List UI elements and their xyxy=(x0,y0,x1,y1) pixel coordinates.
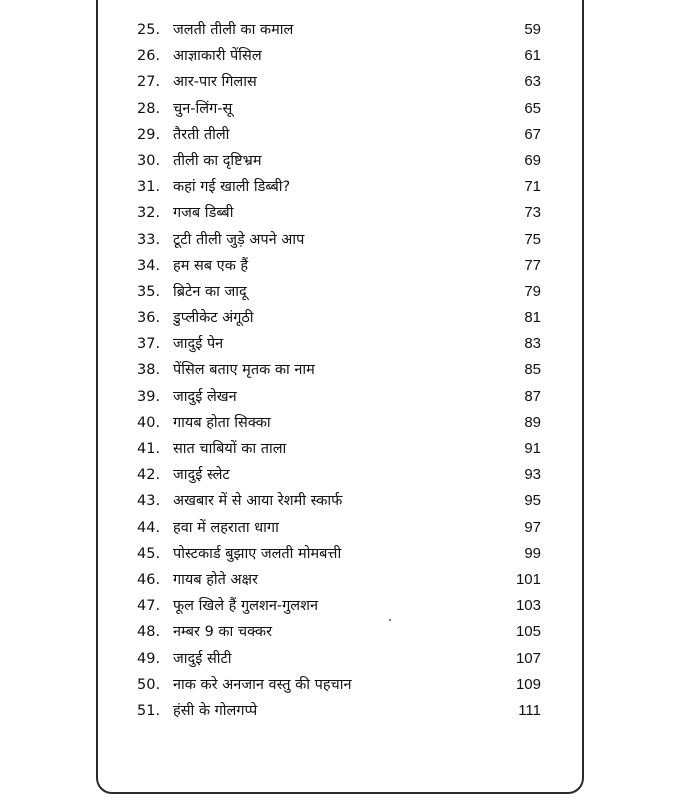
entry-page-number: 93 xyxy=(524,466,541,484)
entry-page-number: 103 xyxy=(515,597,541,615)
entry-title: गायब होता सिक्का xyxy=(173,414,271,431)
entry-title: हंसी के गोलगप्पे xyxy=(173,702,258,719)
entry-page-number: 71 xyxy=(524,178,541,196)
toc-entry-10 xyxy=(137,253,541,279)
entry-page-number: 83 xyxy=(524,335,541,353)
toc-entry-14 xyxy=(137,357,541,383)
entry-title: ब्रिटेन का जादू xyxy=(173,283,247,300)
entry-title: गायब होते अक्षर xyxy=(173,571,258,588)
entry-title: सात चाबियों का ताला xyxy=(173,441,287,457)
toc-entry-4 xyxy=(137,96,541,122)
entry-page-number: 77 xyxy=(524,256,541,274)
entry-page-number: 99 xyxy=(524,544,541,562)
entry-page-number: 63 xyxy=(524,73,541,91)
toc-entry-17 xyxy=(137,436,541,462)
toc-entry-12 xyxy=(137,305,541,331)
entry-page-number: 109 xyxy=(515,675,541,693)
entry-title: जादुई स्लेट xyxy=(173,467,230,484)
entry-page-number: 67 xyxy=(524,125,541,143)
entry-number: 46. xyxy=(137,571,161,588)
entry-title: जादुई लेखन xyxy=(173,388,237,405)
entry-number: 37. xyxy=(137,336,161,353)
entry-page-number: 81 xyxy=(524,309,541,327)
toc-entry-5 xyxy=(137,122,541,148)
entry-number: 34. xyxy=(137,257,161,274)
toc-entry-3 xyxy=(137,69,541,95)
toc-entry-24 xyxy=(137,619,541,645)
toc-entry-20 xyxy=(137,515,541,541)
entry-page-number: 101 xyxy=(515,570,541,588)
entry-number: 42. xyxy=(137,467,161,484)
toc-entry-18 xyxy=(137,462,541,488)
entry-number: 30. xyxy=(137,152,161,169)
entry-number: 35. xyxy=(137,283,161,300)
entry-page-number: 89 xyxy=(524,413,541,431)
entry-page-number: 65 xyxy=(524,99,541,117)
entry-number: 48. xyxy=(137,624,161,641)
entry-number: 38. xyxy=(137,362,161,379)
entry-title: नम्बर 9 का चक्कर xyxy=(173,624,273,641)
entry-page-number: 87 xyxy=(524,387,541,405)
entry-title: हम सब एक हैं xyxy=(173,257,249,274)
toc-entry-21 xyxy=(137,541,541,567)
entry-number: 40. xyxy=(137,414,161,431)
entry-page-number: 91 xyxy=(524,440,541,457)
entry-title: डुप्लीकेट अंगूठी xyxy=(173,310,254,327)
entry-title: गजब डिब्बी xyxy=(173,205,234,222)
entry-title: पोस्टकार्ड बुझाए जलती मोमबत्ती xyxy=(173,545,342,562)
entry-number: 36. xyxy=(137,310,161,327)
toc-entry-11 xyxy=(137,279,541,305)
entry-number: 33. xyxy=(137,231,161,248)
toc-entry-15 xyxy=(137,384,541,410)
entry-title: जलती तीली का कमाल xyxy=(173,22,294,38)
entry-number: 29. xyxy=(137,126,161,143)
entry-title: पेंसिल बताए मृतक का नाम xyxy=(173,362,315,379)
entry-title: जादुई सीटी xyxy=(173,650,232,667)
entry-number: 31. xyxy=(137,179,161,196)
entry-number: 51. xyxy=(137,702,161,719)
entry-number: 47. xyxy=(137,598,161,615)
entry-number: 26. xyxy=(137,48,161,65)
toc-entry-22 xyxy=(137,567,541,593)
toc-entry-8 xyxy=(137,200,541,226)
entry-number: 28. xyxy=(137,100,161,117)
entry-number: 41. xyxy=(137,441,161,457)
toc-entry-26 xyxy=(137,672,541,698)
entry-page-number: 59 xyxy=(524,21,541,38)
entry-number: 50. xyxy=(137,676,161,693)
toc-entry-13 xyxy=(137,331,541,357)
entry-title: चुन-लिंग-सू xyxy=(173,100,233,117)
toc-entry-2 xyxy=(137,43,541,69)
toc-entry-6 xyxy=(137,148,541,174)
entry-number: 43. xyxy=(137,493,161,510)
toc-entry-7 xyxy=(137,174,541,200)
entry-title: आज्ञाकारी पेंसिल xyxy=(173,48,262,65)
entry-page-number: 97 xyxy=(524,518,541,536)
entry-title: फूल खिले हैं गुलशन-गुलशन xyxy=(173,598,319,615)
entry-title: टूटी तीली जुड़े अपने आप xyxy=(173,231,305,248)
entry-page-number: 73 xyxy=(524,204,541,222)
entry-page-number: 105 xyxy=(515,623,541,641)
entry-page-number: 75 xyxy=(524,230,541,248)
toc-entry-1 xyxy=(137,17,541,43)
entry-title: तैरती तीली xyxy=(173,126,230,143)
entry-title: नाक करे अनजान वस्तु की पहचान xyxy=(173,676,352,693)
entry-page-number: 111 xyxy=(518,701,541,719)
entry-title: हवा में लहराता धागा xyxy=(173,519,279,536)
entry-number: 49. xyxy=(137,650,161,667)
toc-entry-16 xyxy=(137,410,541,436)
entry-page-number: 61 xyxy=(524,47,541,65)
toc-entry-9 xyxy=(137,227,541,253)
entry-number: 32. xyxy=(137,205,161,222)
toc-entry-27 xyxy=(137,698,541,724)
entry-page-number: 69 xyxy=(524,151,541,169)
entry-number: 27. xyxy=(137,74,161,91)
entry-page-number: 79 xyxy=(524,282,541,300)
scan-speck xyxy=(389,619,391,621)
toc-entry-19 xyxy=(137,488,541,514)
entry-page-number: 95 xyxy=(524,492,541,510)
entry-number: 25. xyxy=(137,22,161,38)
entry-page-number: 107 xyxy=(515,649,541,667)
entry-title: तीली का दृष्टिभ्रम xyxy=(173,152,262,169)
toc-entry-25 xyxy=(137,646,541,672)
entry-number: 39. xyxy=(137,388,161,405)
entry-page-number: 85 xyxy=(524,361,541,379)
entry-title: आर-पार गिलास xyxy=(173,74,257,91)
entry-number: 45. xyxy=(137,545,161,562)
entry-title: अखबार में से आया रेशमी स्कार्फ xyxy=(173,493,343,510)
table-of-contents xyxy=(137,17,541,724)
entry-title: जादुई पेन xyxy=(173,336,224,353)
entry-number: 44. xyxy=(137,519,161,536)
entry-title: कहां गई खाली डिब्बी? xyxy=(173,179,291,196)
toc-entry-23 xyxy=(137,593,541,619)
